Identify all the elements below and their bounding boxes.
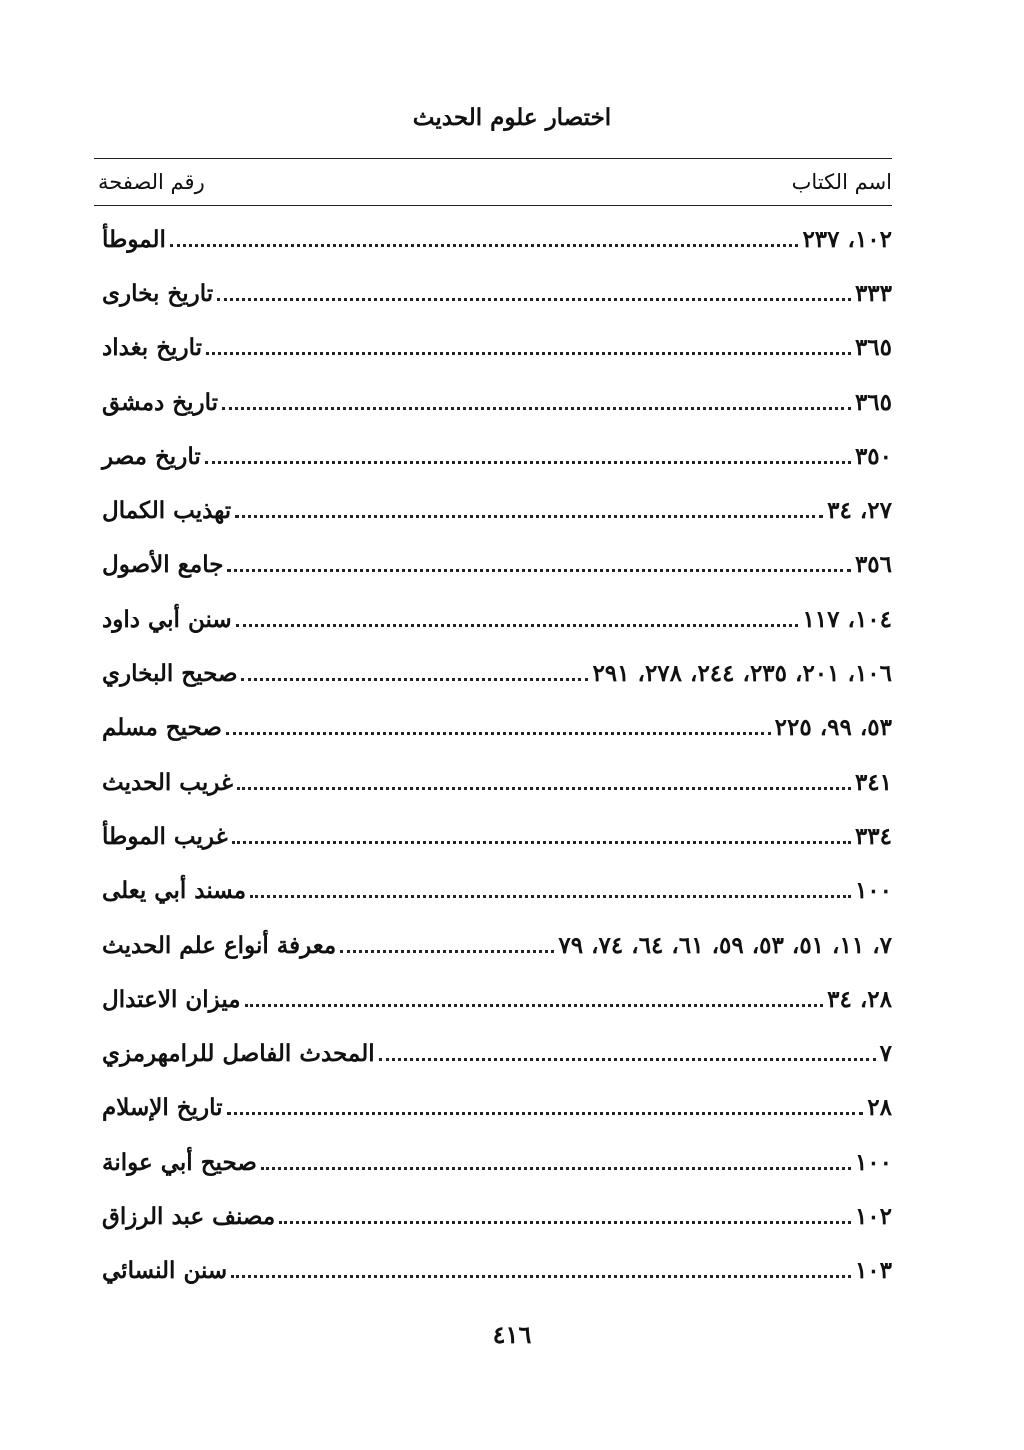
entry-pages: ٣٥٦ xyxy=(854,551,892,579)
index-entry xyxy=(94,483,892,537)
index-entry xyxy=(94,972,892,1026)
page-number: ٤١٦ xyxy=(492,1320,532,1349)
entry-title: سنن أبي داود xyxy=(102,605,232,633)
index-entry xyxy=(94,429,892,483)
dot-leader xyxy=(217,298,851,301)
entry-title: ميزان الاعتدال xyxy=(102,985,241,1013)
header-rule-top xyxy=(94,158,892,159)
entry-pages: ١٠٤، ١١٧ xyxy=(802,605,892,633)
entry-title: جامع الأصول xyxy=(102,551,224,579)
entry-pages: ٧ xyxy=(879,1040,892,1068)
entry-title: مسند أبي يعلى xyxy=(102,877,247,905)
dot-leader xyxy=(231,1275,851,1278)
index-entry xyxy=(94,701,892,755)
header-rule-bottom xyxy=(94,205,892,206)
entry-pages: ٧، ١١، ٥١، ٥٣، ٥٩، ٦١، ٦٤، ٧٤، ٧٩ xyxy=(558,931,892,959)
entry-pages: ٣٣٣ xyxy=(854,279,892,307)
index-entry xyxy=(94,538,892,592)
dot-leader xyxy=(205,461,851,464)
entry-title: تاريخ بخارى xyxy=(102,279,214,307)
dot-leader xyxy=(379,1058,876,1061)
dot-leader xyxy=(235,515,823,518)
dot-leader xyxy=(237,787,851,790)
entry-pages: ٣٥٠ xyxy=(854,442,892,470)
entry-pages: ٢٨ xyxy=(867,1094,892,1122)
entry-title: تاريخ الإسلام xyxy=(102,1094,223,1122)
entry-title: تاريخ دمشق xyxy=(102,388,219,416)
dot-leader xyxy=(250,895,851,898)
index-entry xyxy=(94,321,892,375)
entry-title: الموطأ xyxy=(102,225,166,253)
entry-pages: ٣٦٥ xyxy=(854,334,892,362)
dot-leader xyxy=(226,732,771,735)
entry-title: صحيح البخاري xyxy=(102,660,238,688)
dot-leader xyxy=(206,352,851,355)
entry-pages: ٣٦٥ xyxy=(854,388,892,416)
entry-title: غريب الموطأ xyxy=(102,822,228,850)
column-header-book-name: اسم الكتاب xyxy=(791,170,892,194)
entry-pages: ١٠٣ xyxy=(854,1257,892,1285)
dot-leader xyxy=(232,841,851,844)
entry-pages: ١٠٠ xyxy=(854,1148,892,1176)
entry-title: سنن النسائي xyxy=(102,1257,228,1285)
entry-pages: ١٠٢ xyxy=(854,1202,892,1230)
entry-pages: ١٠٦، ٢٠١، ٢٣٥، ٢٤٤، ٢٧٨، ٢٩١ xyxy=(592,660,892,688)
dot-leader xyxy=(261,1167,851,1170)
entry-pages: ٣٣٤ xyxy=(854,822,892,850)
entry-title: تهذيب الكمال xyxy=(102,497,232,525)
dot-leader xyxy=(241,678,588,681)
entry-title: صحيح مسلم xyxy=(102,714,222,742)
dot-leader xyxy=(227,1112,864,1115)
entry-pages: ١٠٢، ٢٣٧ xyxy=(802,225,892,253)
entry-title: المحدث الفاصل للرامهرمزي xyxy=(102,1040,375,1068)
entry-title: غريب الحديث xyxy=(102,768,234,796)
entry-title: تاريخ مصر xyxy=(102,442,201,470)
entry-pages: ٢٧، ٣٤ xyxy=(827,497,892,525)
index-entry xyxy=(94,755,892,809)
entry-title: مصنف عبد الرزاق xyxy=(102,1202,276,1230)
dot-leader xyxy=(236,624,799,627)
index-entry xyxy=(94,212,892,266)
dot-leader xyxy=(245,1004,824,1007)
index-entry xyxy=(94,1135,892,1189)
index-entry xyxy=(94,375,892,429)
entry-pages: ٢٨، ٣٤ xyxy=(827,985,892,1013)
index-entry xyxy=(94,918,892,972)
dot-leader xyxy=(170,244,799,247)
entry-title: تاريخ بغداد xyxy=(102,334,202,362)
dot-leader xyxy=(340,950,554,953)
index-entry xyxy=(94,1081,892,1135)
entry-pages: ٥٣، ٩٩، ٢٢٥ xyxy=(774,714,892,742)
index-entry xyxy=(94,864,892,918)
index-entry xyxy=(94,1189,892,1243)
dot-leader xyxy=(222,407,851,410)
running-title: اختصار علوم الحديث xyxy=(412,104,612,131)
index-entry xyxy=(94,646,892,700)
index-list xyxy=(94,212,892,1298)
entry-title: معرفة أنواع علم الحديث xyxy=(102,931,337,959)
entry-pages: ٣٤١ xyxy=(854,768,892,796)
entry-pages: ١٠٠ xyxy=(854,877,892,905)
entry-title: صحيح أبي عوانة xyxy=(102,1148,257,1176)
dot-leader xyxy=(279,1221,851,1224)
index-entry xyxy=(94,266,892,320)
index-entry xyxy=(94,809,892,863)
index-entry xyxy=(94,1244,892,1298)
dot-leader xyxy=(227,569,851,572)
index-entry xyxy=(94,592,892,646)
column-header-page-number: رقم الصفحة xyxy=(98,170,205,194)
index-entry xyxy=(94,1026,892,1080)
